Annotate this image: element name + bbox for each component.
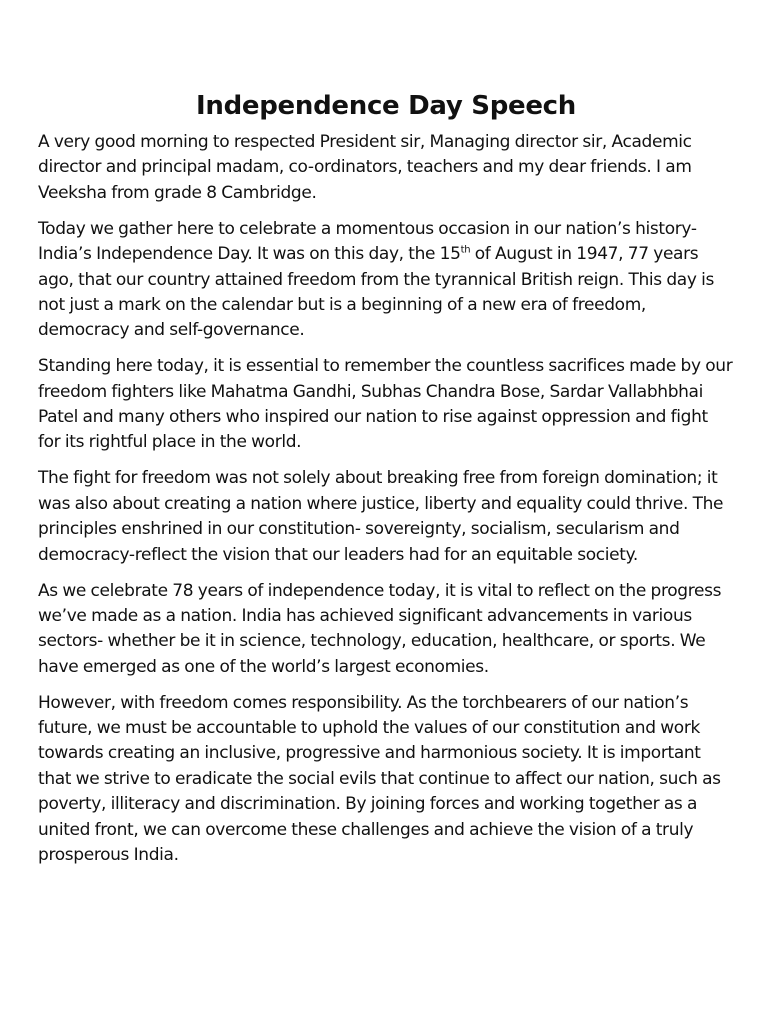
paragraph-progress: As we celebrate 78 years of independence today, it is vital to reflect on the progress we’ve made as a nation. India has achieved significant advancements in various sectors- whether be it in science, technology, education, healthcare, or sports. We have emerged as one of the world’s largest economies. — [38, 580, 722, 677]
paragraph-sacrifices: Standing here today, it is essential to remember the countless sacrifices made by our freedom fighters like Mahatma Gandhi, Subhas Chandra Bose, Sardar Vallabhbhai Patel and many others who inspired our nation to rise against oppression and fight for its rightful place in the world. — [38, 356, 733, 453]
paragraph-occasion-part-1: Today we gather here to celebrate a momentous occasion in our nation’s history- India’s Independence Day. It was on this day, the 15 — [38, 218, 697, 265]
page-title: Independence Day Speech — [196, 91, 576, 121]
paragraph-freedom-fight: The fight for freedom was not solely about breaking free from foreign domination; it was also about creating a nation where justice, liberty and equality could thrive. The principles enshrined in our constitution- sovereignty, socialism, secularism and democracy-reflect the vision that our leaders had for an equitable society. — [38, 468, 724, 565]
paragraph-occasion — [38, 217, 734, 344]
paragraph-occasion-part-2: of August in 1947, 77 years ago, that our country attained freedom from the tyrannical British reign. This day is not just a mark on the calendar but is a beginning of a new era of freedom, democracy and self-governance. — [38, 244, 714, 341]
paragraph-responsibility: However, with freedom comes responsibility. As the torchbearers of our nation’s future, we must be accountable to uphold the values of our constitution and work towards creating an inclusive, progressive and harmonious society. It is important that we strive to eradicate the social evils that continue to affect our nation, such as poverty, illiteracy and discrimination. By joining forces and working together as a united front, we can overcome these challenges and achieve the vision of a truly prosperous India. — [38, 692, 721, 866]
ordinal-suffix: th — [460, 244, 471, 256]
paragraph-greeting: A very good morning to respected President sir, Managing director sir, Academic director and principal madam, co-ordinators, teachers and my dear friends. I am Veeksha from grade 8 Cambridge. — [38, 132, 692, 203]
